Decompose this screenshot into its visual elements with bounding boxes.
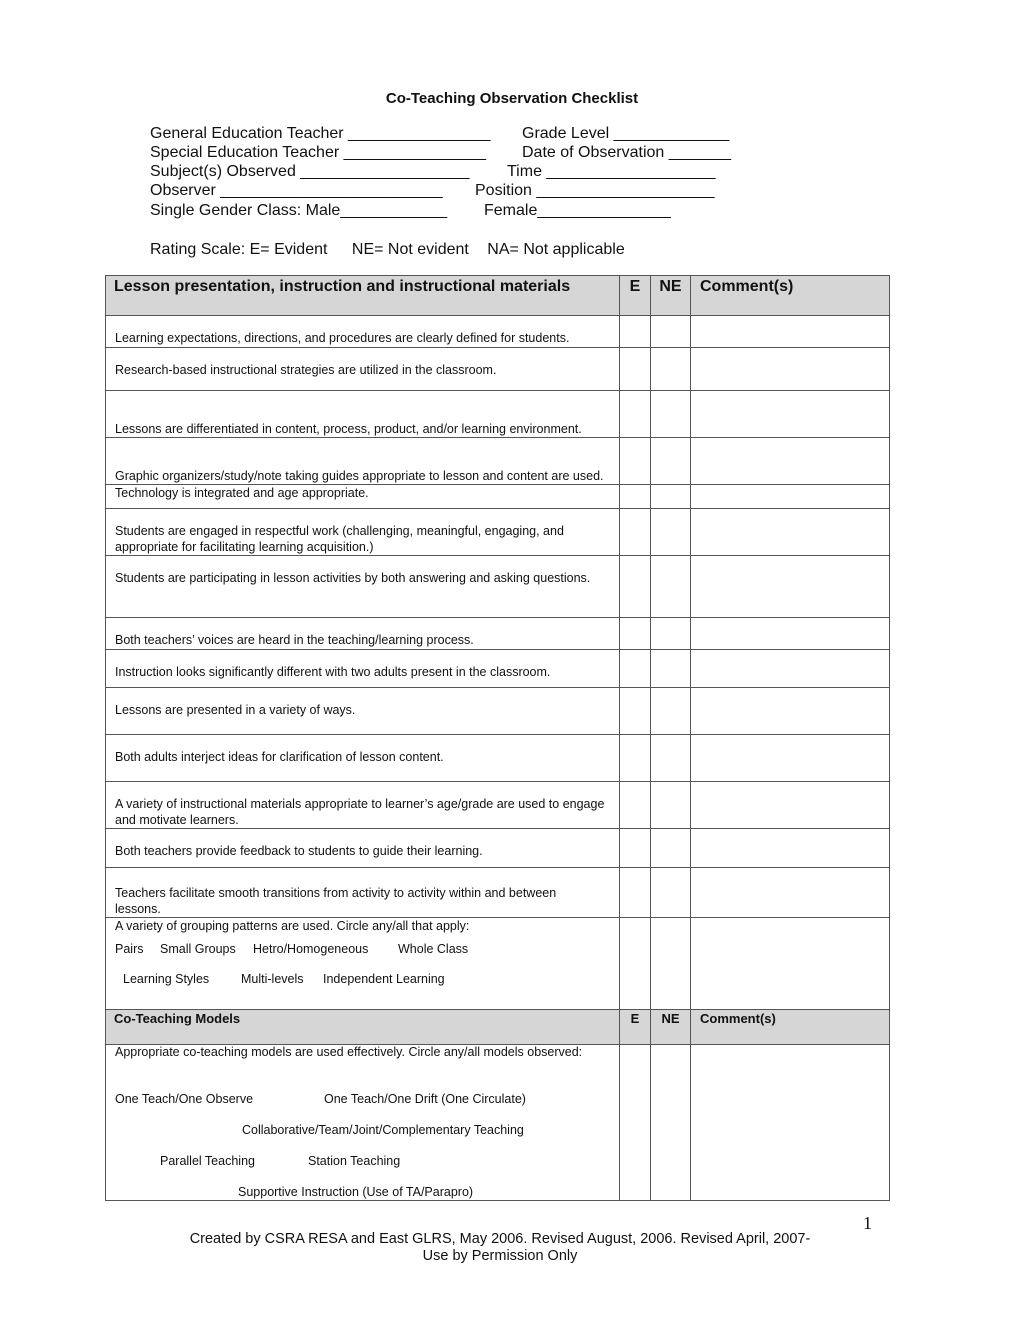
- rating-scale: [150, 241, 645, 259]
- grouping-intro: A variety of grouping patterns are used. Circle any/all that apply:: [115, 919, 470, 933]
- option-multi-levels[interactable]: Multi-levels: [241, 972, 304, 986]
- e-cell[interactable]: [620, 485, 651, 509]
- e-cell[interactable]: [620, 316, 651, 348]
- item-text: A variety of instructional materials appropriate to learner’s age/grade are used to engage and motivate learners.: [106, 782, 620, 829]
- e-cell[interactable]: [620, 618, 651, 650]
- section2-heading: Co-Teaching Models: [106, 1010, 620, 1045]
- ne-cell[interactable]: [651, 391, 691, 438]
- e-cell[interactable]: [620, 438, 651, 485]
- footer-credit: Created by CSRA RESA and East GLRS, May 2006. Revised August, 2006. Revised April, 2007-: [189, 1231, 811, 1247]
- e-cell[interactable]: [620, 1045, 651, 1201]
- comment-cell[interactable]: [691, 868, 890, 918]
- comment-cell[interactable]: [691, 829, 890, 868]
- ne-cell[interactable]: [651, 829, 691, 868]
- item-text: Lessons are differentiated in content, process, product, and/or learning environment.: [106, 391, 620, 438]
- table-row: [106, 782, 890, 829]
- e-cell[interactable]: [620, 735, 651, 782]
- comment-cell[interactable]: [691, 348, 890, 391]
- model-parallel-teaching[interactable]: Parallel Teaching: [160, 1154, 255, 1168]
- grade-level-field: Grade Level _____________: [522, 125, 730, 142]
- grouping-options-row1: [115, 934, 605, 965]
- col-e-header: E: [620, 276, 651, 316]
- sped-teacher-field: Special Education Teacher ________________: [150, 144, 486, 161]
- section2-col-comments-header: Comment(s): [691, 1010, 890, 1045]
- document-title: Co-Teaching Observation Checklist: [385, 90, 639, 107]
- option-whole-class[interactable]: Whole Class: [398, 942, 469, 956]
- comment-cell[interactable]: [691, 918, 890, 1010]
- table-row: [106, 509, 890, 556]
- ne-cell[interactable]: [651, 316, 691, 348]
- rating-not-evident: NE= Not evident: [351, 241, 469, 258]
- ne-cell[interactable]: [651, 509, 691, 556]
- e-cell[interactable]: [620, 918, 651, 1010]
- ne-cell[interactable]: [651, 735, 691, 782]
- grouping-cell: [106, 918, 620, 1010]
- table-row: [106, 829, 890, 868]
- single-gender-male-field: Single Gender Class: Male____________: [150, 202, 448, 219]
- table-row: [106, 348, 890, 391]
- item-text: Lessons are presented in a variety of ways.: [106, 688, 620, 735]
- section2-col-ne-header: NE: [651, 1010, 691, 1045]
- comment-cell[interactable]: [691, 782, 890, 829]
- ne-cell[interactable]: [651, 650, 691, 688]
- section1-header-row: [106, 276, 890, 316]
- ne-cell[interactable]: [651, 438, 691, 485]
- model-supportive-instruction[interactable]: Supportive Instruction (Use of TA/Parapro): [238, 1185, 474, 1199]
- option-independent-learning[interactable]: Independent Learning: [323, 972, 445, 986]
- comment-cell[interactable]: [691, 438, 890, 485]
- item-text: Both adults interject ideas for clarification of lesson content.: [106, 735, 620, 782]
- col-comments-header: Comment(s): [691, 276, 890, 316]
- item-text: Research-based instructional strategies are utilized in the classroom.: [106, 348, 620, 391]
- models-row: [106, 1045, 890, 1201]
- footer-permission: Use by Permission Only: [422, 1248, 578, 1264]
- item-text: Both teachers provide feedback to students to guide their learning.: [106, 829, 620, 868]
- e-cell[interactable]: [620, 650, 651, 688]
- ne-cell[interactable]: [651, 782, 691, 829]
- date-field: Date of Observation _______: [522, 144, 732, 161]
- models-row2: [115, 1122, 605, 1153]
- option-pairs[interactable]: Pairs: [115, 942, 144, 956]
- option-learning-styles[interactable]: Learning Styles: [123, 972, 210, 986]
- e-cell[interactable]: [620, 348, 651, 391]
- time-field: Time ___________________: [507, 163, 716, 180]
- col-ne-header: NE: [651, 276, 691, 316]
- item-text: Instruction looks significantly different with two adults present in the classroom.: [106, 650, 620, 688]
- ne-cell[interactable]: [651, 918, 691, 1010]
- e-cell[interactable]: [620, 391, 651, 438]
- comment-cell[interactable]: [691, 688, 890, 735]
- comment-cell[interactable]: [691, 509, 890, 556]
- models-row4: [115, 1184, 605, 1200]
- ne-cell[interactable]: [651, 348, 691, 391]
- table-row: [106, 438, 890, 485]
- models-cell: [106, 1045, 620, 1201]
- grouping-row: [106, 918, 890, 1010]
- position-field: Position ____________________: [475, 182, 715, 199]
- item-text: Students are engaged in respectful work (challenging, meaningful, engaging, and appropriate for facilitating learning acquisition.): [106, 509, 620, 556]
- section2-col-e-header: E: [620, 1010, 651, 1045]
- observer-field: Observer _________________________: [150, 182, 443, 199]
- item-text: Both teachers’ voices are heard in the teaching/learning process.: [106, 618, 620, 650]
- rating-not-applicable: NA= Not applicable: [487, 241, 625, 258]
- ne-cell[interactable]: [651, 1045, 691, 1201]
- subjects-field: Subject(s) Observed ___________________: [150, 163, 470, 180]
- option-hetro-homogeneous[interactable]: Hetro/Homogeneous: [253, 942, 369, 956]
- comment-cell[interactable]: [691, 1045, 890, 1201]
- e-cell[interactable]: [620, 868, 651, 918]
- comment-cell[interactable]: [691, 650, 890, 688]
- grouping-options-row2: [115, 965, 605, 996]
- item-text: Graphic organizers/study/note taking guides appropriate to lesson and content are used.: [106, 438, 620, 485]
- gen-ed-teacher-field: General Education Teacher ________________: [150, 125, 491, 142]
- models-intro: Appropriate co-teaching models are used effectively. Circle any/all models observed:: [115, 1045, 583, 1059]
- rating-evident: Rating Scale: E= Evident: [150, 241, 328, 258]
- table-row: [106, 868, 890, 918]
- ne-cell[interactable]: [651, 618, 691, 650]
- comment-cell[interactable]: [691, 485, 890, 509]
- footer: [0, 1231, 1000, 1265]
- item-text: Students are participating in lesson activities by both answering and asking questions.: [106, 556, 620, 618]
- comment-cell[interactable]: [691, 735, 890, 782]
- table-row: [106, 391, 890, 438]
- models-row3: [115, 1153, 605, 1184]
- table-row: [106, 485, 890, 509]
- ne-cell[interactable]: [651, 688, 691, 735]
- option-small-groups[interactable]: Small Groups: [160, 942, 236, 956]
- table-row: [106, 688, 890, 735]
- comment-cell[interactable]: [691, 316, 890, 348]
- e-cell[interactable]: [620, 509, 651, 556]
- table-row: [106, 650, 890, 688]
- section2-header-row: [106, 1010, 890, 1045]
- comment-cell[interactable]: [691, 556, 890, 618]
- table-row: [106, 316, 890, 348]
- checklist-table: [105, 275, 890, 1201]
- comment-cell[interactable]: [691, 618, 890, 650]
- e-cell[interactable]: [620, 782, 651, 829]
- model-one-teach-one-drift[interactable]: One Teach/One Drift (One Circulate): [324, 1092, 526, 1106]
- e-cell[interactable]: [620, 688, 651, 735]
- table-row: [106, 618, 890, 650]
- models-row1: [115, 1091, 605, 1122]
- section1-heading: Lesson presentation, instruction and instructional materials: [106, 276, 620, 316]
- table-row: [106, 556, 890, 618]
- item-text: Teachers facilitate smooth transitions from activity to activity within and between lessons.: [106, 868, 620, 918]
- comment-cell[interactable]: [691, 391, 890, 438]
- female-field: Female_______________: [484, 202, 671, 219]
- ne-cell[interactable]: [651, 556, 691, 618]
- model-station-teaching[interactable]: Station Teaching: [308, 1154, 401, 1168]
- e-cell[interactable]: [620, 556, 651, 618]
- item-text: Technology is integrated and age appropriate.: [106, 485, 620, 509]
- model-one-teach-one-observe[interactable]: One Teach/One Observe: [115, 1092, 254, 1106]
- ne-cell[interactable]: [651, 868, 691, 918]
- model-collaborative-team[interactable]: Collaborative/Team/Joint/Complementary Teaching: [242, 1123, 524, 1137]
- e-cell[interactable]: [620, 829, 651, 868]
- table-row: [106, 735, 890, 782]
- item-text: Learning expectations, directions, and procedures are clearly defined for students.: [106, 316, 620, 348]
- page-number: 1: [863, 1213, 872, 1233]
- ne-cell[interactable]: [651, 485, 691, 509]
